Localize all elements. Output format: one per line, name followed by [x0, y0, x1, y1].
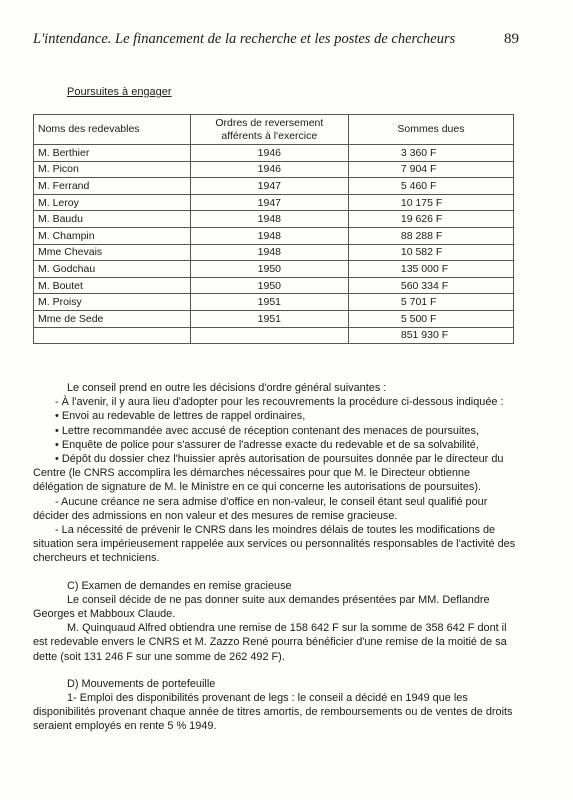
table-row [34, 310, 514, 327]
table-row [34, 194, 514, 211]
order-year: 1951 [190, 294, 348, 311]
bullet-item: • Enquête de police pour s'assurer de l'adresse exacte du redevable et de sa solvabilité, [55, 438, 479, 451]
amount-due: 7 904 F [348, 161, 513, 178]
order-year: 1947 [190, 194, 348, 211]
table-header-row [34, 115, 514, 145]
section-c-paragraph: M. Quinquaud Alfred obtiendra une remise de 158 642 F sur la somme de 358 642 F dont il est redevable envers le CNRS et M. Zazzo René pourra bénéficier d'une remise de la moitié de sa dette (soit 131 246 F sur une somme de 262 492 F). [33, 622, 507, 663]
table-row [34, 178, 514, 195]
amount-due: 5 460 F [348, 178, 513, 195]
table-row [34, 227, 514, 244]
running-header [33, 31, 519, 51]
table-row [34, 277, 514, 294]
debtor-name [34, 327, 191, 344]
amount-due: 10 582 F [348, 244, 513, 261]
amount-due: 135 000 F [348, 261, 513, 278]
order-year: 1948 [190, 244, 348, 261]
column-header: Sommes dues [348, 115, 513, 145]
section-c-heading: C) Examen de demandes en remise gracieuse [67, 579, 292, 592]
amount-due: 5 500 F [348, 310, 513, 327]
debtor-name: M. Champin [34, 227, 191, 244]
order-year [190, 327, 348, 344]
table-row [34, 211, 514, 228]
section-c-paragraph: Le conseil décide de ne pas donner suite aux demandes présentées par MM. Deflandre Georges et Mabboux Claude. [33, 593, 490, 621]
table-row [34, 161, 514, 178]
debtor-name: M. Baudu [34, 211, 191, 228]
table-row [34, 261, 514, 278]
debtor-name: M. Godchau [34, 261, 191, 278]
table-total-row [34, 327, 514, 344]
debts-table [33, 114, 514, 344]
page-number: 89 [504, 31, 519, 47]
order-year: 1950 [190, 277, 348, 294]
section-d-heading: D) Mouvements de portefeuille [67, 677, 216, 690]
bullet-item: • Lettre recommandée avec accusé de réception contenant des menaces de poursuites, [55, 424, 479, 437]
order-year: 1950 [190, 261, 348, 278]
order-year: 1948 [190, 227, 348, 244]
order-year: 1947 [190, 178, 348, 195]
section-title: Poursuites à engager [67, 86, 172, 98]
column-header: Noms des redevables [34, 115, 191, 145]
column-header: Ordres de reversement afférents à l'exercice [190, 115, 348, 145]
notification-paragraph: - La nécessité de prévenir le CNRS dans les moindres délais de toutes les modifications de situation sera impérieusement rappelée aux services ou personnalités responsables de l'activité des chercheurs et techniciens. [33, 524, 516, 565]
bullet-item: • Envoi au redevable de lettres de rappel ordinaires, [55, 410, 306, 423]
order-year: 1946 [190, 145, 348, 162]
intro-paragraph: Le conseil prend en outre les décisions d'ordre général suivantes : [67, 382, 387, 394]
debtor-name: M. Boutet [34, 277, 191, 294]
debtor-name: M. Ferrand [34, 178, 191, 195]
section-d-paragraph: 1- Emploi des disponibilités provenant de legs : le conseil a décidé en 1949 que les disponibilités provenant chaque année de titres amortis, de remboursements ou de ventes de droits seraient employés en rente 5 % 1949. [33, 692, 513, 733]
bullet-item: • Dépôt du dossier chez l'huissier après autorisation de poursuites donnée par le directeur du Centre (le CNRS accomplira les démarches nécessaires pour que M. le Directeur obtienne délégation de signature de M. le Ministre en ce qui concerne les autorisations de poursuites). [33, 453, 504, 494]
amount-due: 3 360 F [348, 145, 513, 162]
debtor-name: Mme de Sede [34, 310, 191, 327]
debtor-name: Mme Chevais [34, 244, 191, 261]
table-row [34, 294, 514, 311]
order-year: 1946 [190, 161, 348, 178]
amount-due: 88 288 F [348, 227, 513, 244]
table-row [34, 244, 514, 261]
total-amount: 851 930 F [348, 327, 513, 344]
amount-due: 10 175 F [348, 194, 513, 211]
debtor-name: M. Proisy [34, 294, 191, 311]
debtor-name: M. Leroy [34, 194, 191, 211]
debtor-name: M. Picon [34, 161, 191, 178]
amount-due: 560 334 F [348, 277, 513, 294]
procedure-paragraph: - À l'avenir, il y aura lieu d'adopter pour les recouvrements la procédure ci-dessous indiquée : [55, 396, 504, 409]
non-value-paragraph: - Aucune créance ne sera admise d'office en non-valeur, le conseil étant seul qualifié pour décider des admissions en non valeur et des mesures de remise gracieuse. [33, 495, 488, 522]
body-text [33, 381, 516, 734]
amount-due: 19 626 F [348, 211, 513, 228]
order-year: 1951 [190, 310, 348, 327]
running-title: L'intendance. Le financement de la recherche et les postes de chercheurs [33, 31, 456, 47]
order-year: 1948 [190, 211, 348, 228]
debtor-name: M. Berthier [34, 145, 191, 162]
table-row [34, 145, 514, 162]
amount-due: 5 701 F [348, 294, 513, 311]
